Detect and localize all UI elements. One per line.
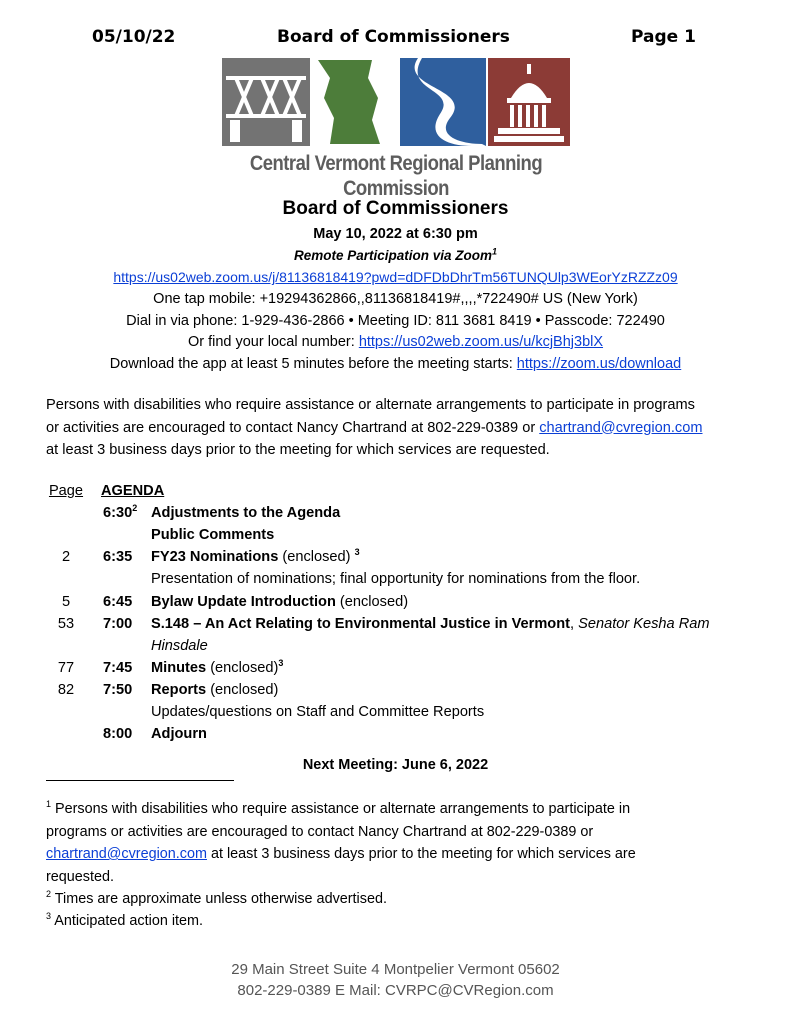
one-tap-mobile: One tap mobile: +19294362866,,81136818419#,,,,*722490# US (New York) [153, 291, 638, 307]
zoom-meeting-link[interactable]: https://us02web.zoom.us/j/81136818419?pwd=dDFDbDhrTm56TUNQUlp3WEorYzRZZz09 [113, 269, 678, 285]
meeting-datetime: May 10, 2022 at 6:30 pm [313, 226, 478, 242]
contact-email-link[interactable]: chartrand@cvregion.com [539, 419, 703, 436]
zoom-download-link[interactable]: https://zoom.us/download [516, 356, 682, 372]
next-meeting: Next Meeting: June 6, 2022 [302, 757, 489, 773]
local-number-link[interactable]: https://us02web.zoom.us/u/kcjBhj3blX [358, 334, 604, 350]
logo-org-name: Central Vermont Regional Planning Commission [249, 151, 543, 200]
footnote-divider [46, 780, 234, 781]
dial-in-info: Dial in via phone: 1-929-436-2866 • Meeting ID: 811 3681 8419 • Passcode: 722490 [126, 313, 665, 329]
footer-address: 29 Main Street Suite 4 Montpelier Vermont 05602 [231, 961, 560, 978]
footnote-1: $^1$ Persons with disabilities who require assistance or alternate arrangements to participate in programs or activities are encouraged to contact Nancy Chartrand at 802-229-0389 or chartrand@cvregion.com at least 3 business days prior to the meeting for which services are requested. [46, 799, 636, 885]
footnote-2: $^2$ Times are approximate unless otherwise advertised. [46, 889, 387, 907]
agenda-header: AGENDA [101, 483, 165, 499]
footer-contact: 802-229-0389 E Mail: CVRPC@CVRegion.com [237, 982, 554, 999]
accessibility-notice: Persons with disabilities who require assistance or alternate arrangements to participate in programs or activities are encouraged to contact Nancy Chartrand at 802-229-0389 or chartrand@cvregion.com at least 3 business days prior to the meeting for which services are requested. [46, 397, 703, 458]
meeting-title: Board of Commissioners [282, 198, 509, 219]
header-page-number: Page 1 [631, 27, 696, 47]
footnote-3: $^3$ Anticipated action item. [46, 911, 204, 929]
page-column-header: Page [48, 483, 84, 499]
download-line: Download the app at least 5 minutes before the meeting starts: https://zoom.us/download [109, 356, 682, 372]
remote-participation: Remote Participation via Zoom$^1$ [293, 246, 498, 263]
cvrpc-logo [222, 58, 570, 146]
footnote-email-link[interactable]: chartrand@cvregion.com [46, 846, 207, 862]
local-number-line: Or find your local number: https://us02web.zoom.us/u/kcjBhj3blX [187, 334, 604, 350]
header-date: 05/10/22 [92, 27, 176, 47]
header-title: Board of Commissioners [277, 27, 510, 47]
